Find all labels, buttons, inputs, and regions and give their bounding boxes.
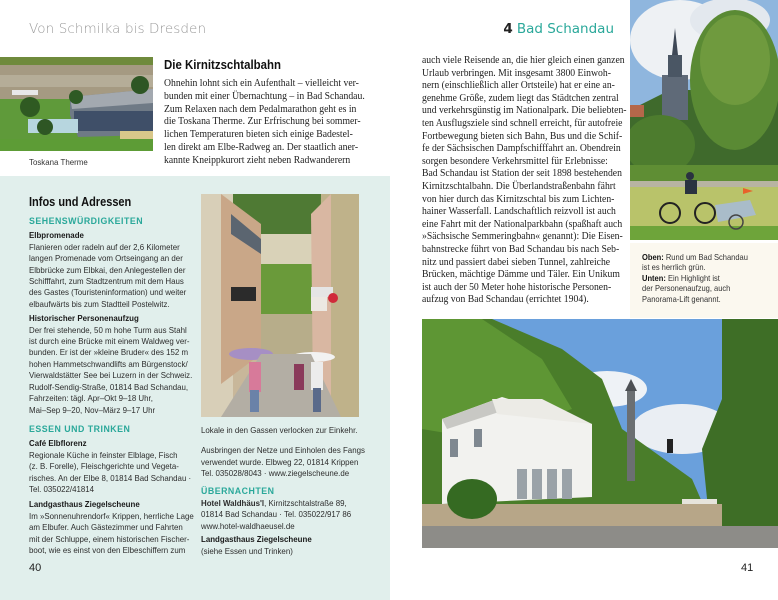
- entry-line: boot, wie es einst von den Elbeschiffern zum: [29, 544, 186, 555]
- info-box-title: Infos und Adressen: [29, 195, 132, 209]
- entry-line: Elbbrücke zum Elbkai, den Anlegestellen der: [29, 264, 186, 275]
- caption-text: Panorama-Lift genannt.: [642, 294, 721, 304]
- caption-text: der Personenaufzug, auch: [642, 284, 731, 294]
- chapter-title: Bad Schandau: [516, 21, 614, 37]
- entry-name-landgasthaus-2: Landgasthaus Ziegelscheune: [201, 534, 312, 545]
- body-line: und verkehrsgünstig im Nationalpark. Die beliebten-: [422, 105, 627, 117]
- body-line: genehme Größe, zudem liegt das Städtchen zentral: [422, 92, 619, 104]
- section-title: Die Kirnitzschtalbahn: [164, 57, 281, 72]
- entry-line: hohen Hammetschwandlifts am Bürgenstock/: [29, 358, 188, 369]
- body-line: kannte Kneippkurort zieht neben Radwanderern: [164, 154, 351, 166]
- side-caption-box: [630, 243, 778, 318]
- body-line: Brücken, mächtige Dämme und Täler. Ein Unikum: [422, 269, 620, 281]
- body-line: bunden mit einer Übernachtung – in Bad Schandau.: [164, 90, 365, 102]
- entry-line: verwendet wurde. Elbweg 22, 01814 Krippen: [201, 456, 359, 467]
- entry-line: langen Promenade vom Ortseingang an der: [29, 253, 183, 264]
- body-line: hainer Wasserfall. Landschaftlich reizvoll ist auch: [422, 206, 616, 218]
- entry-line: mit der Schluppe, einem historischen Fischer-: [29, 533, 190, 544]
- body-line: Urlaub verbringen. Mit insgesamt 3800 Einwoh-: [422, 67, 611, 79]
- body-line: nern (einschließlich aller Ortsteile) hat er eine an-: [422, 80, 615, 92]
- photo-personenaufzug: [422, 319, 778, 548]
- entry-line: Regionale Küche in feinster Elblage, Fisch: [29, 449, 178, 460]
- body-line: ist auch der 50 Meter hohe historische Personen-: [422, 281, 612, 293]
- entry-line: bunden. Er ist der »kleine Bruder« des 152 m: [29, 347, 189, 358]
- category-sights: SEHENSWÜRDIGKEITEN: [29, 216, 144, 226]
- entry-line: 01814 Bad Schandau · Tel. 035022/917 86: [201, 509, 352, 520]
- entry-line: risches. An der Elbe 8, 01814 Bad Schandau ·: [29, 472, 192, 483]
- right-body-text: [422, 55, 627, 307]
- body-line: len direkt am Elbe-Radweg an. Der staatlich aner-: [164, 141, 359, 153]
- body-line: auch viele Reisende an, die hier gleich einen ganzen: [422, 55, 625, 66]
- entry-line: am Elbufer. Auch Gästezimmer und Fahrten: [29, 522, 183, 533]
- category-food: ESSEN UND TRINKEN: [29, 423, 131, 434]
- entry-line: Vierwaldstätter See bei Luzern in der Schweiz.: [29, 370, 193, 381]
- chapter-number: 4: [503, 21, 513, 37]
- entry-line: Rudolf-Sendig-Straße, 01814 Bad Schandau,: [29, 381, 189, 392]
- running-head-left: Von Schmilka bis Dresden: [29, 21, 207, 37]
- entry-line: Der frei stehende, 50 m hohe Turm aus Stahl: [29, 324, 187, 335]
- category-stay: ÜBERNACHTEN: [201, 485, 275, 496]
- caption-top-line: [642, 253, 767, 263]
- info-column-2: [201, 425, 386, 557]
- caption-text: ist es herrlich grün.: [642, 263, 706, 273]
- body-line: von hier durch das Kirnitzschtal bis zum Lichten-: [422, 193, 615, 205]
- photo-caption-toskana: Toskana Therme: [29, 157, 88, 167]
- body-line: »Sächsische Semmeringbahn« genannt): Die Eisen-: [422, 231, 623, 243]
- body-line: lichen Temperaturen bieten sich einige Badestel-: [164, 129, 353, 141]
- caption-bottom-line: [642, 274, 767, 284]
- entry-line: Mai–Sep 9–20, Nov–März 9–17 Uhr: [29, 404, 156, 415]
- body-line: bahnstrecke führt von Bad Schandau bis nach Seb-: [422, 243, 620, 255]
- entry-name-elbpromenade: Elbpromenade: [29, 230, 84, 241]
- left-body-text: [164, 78, 387, 168]
- entry-name-landgasthaus: Landgasthaus Ziegelscheune: [29, 499, 140, 510]
- entry-line: , Kirnitzschtalstraße 89,: [264, 498, 347, 509]
- body-line: Bad Schandau ist Station der seit 1898 bestehenden: [422, 168, 622, 180]
- running-head-right: [503, 21, 614, 37]
- photo-alley: [201, 194, 359, 417]
- entry-line: Tel. 035022/41814: [29, 483, 95, 494]
- entry-line: ist durch eine Brücke mit einem Waldweg ver-: [29, 336, 190, 347]
- body-line: Kirnitzschtalbahn. Die Überlandstraßenbahn fährt: [422, 180, 616, 192]
- photo-toskana-therme: [0, 57, 153, 151]
- caption-label-bottom: Unten:: [642, 273, 666, 283]
- caption-text: Ein Highlight ist: [665, 273, 720, 283]
- body-line: aufzug von Bad Schandau (errichtet 1904).: [422, 294, 589, 306]
- body-line: die Toskana Therme. Zur Erfrischung bei sommer-: [164, 116, 361, 128]
- photo-church-cyclist: [630, 0, 778, 240]
- entry-line: Flanieren oder radeln auf der 2,6 Kilometer: [29, 241, 180, 252]
- entry-line: Ausbringen der Netze und Einholen des Fangs: [201, 445, 365, 456]
- entry-name-cafe: Café Elbflorenz: [29, 438, 87, 449]
- body-line: Ohnehin lohnt sich ein Aufenthalt – vielleicht ver-: [164, 78, 359, 89]
- body-line: eine Fahrt mit der Nationalparkbahn (spaßhaft auch: [422, 218, 623, 230]
- entry-line: Im »Sonnenuhrendorf« Krippen, herrliche Lage: [29, 510, 194, 521]
- body-line: fe der Sächsischen Dampfschifffahrt an. Obendrein: [422, 143, 621, 155]
- body-line: nitz und passiert dabei sieben Tunnel, zahlreiche: [422, 256, 611, 268]
- entry-name-aufzug: Historischer Personenaufzug: [29, 313, 139, 324]
- caption-label-top: Oben:: [642, 253, 664, 262]
- entry-line: elbaufwärts bis zum Stadtteil Postelwitz.: [29, 298, 170, 309]
- entry-line: Fahrzeiten: tägl. Apr–Okt 9–18 Uhr,: [29, 393, 153, 404]
- photo-caption-alley: Lokale in den Gassen verlocken zur Einkehr.: [201, 425, 358, 435]
- entry-line: des Gastes (Touristeninformation) und weiter: [29, 287, 187, 298]
- body-line: Fortbewegung bieten sich Bahn, Bus und die Schif-: [422, 130, 623, 142]
- entry-line: (z. B. Forelle), Fleischgerichte und Vegeta-: [29, 461, 179, 472]
- entry-hotel: [201, 498, 371, 509]
- entry-name-hotel: Hotel Waldhäus'l: [201, 498, 265, 509]
- entry-line: www.hotel-waldhaeusel.de: [201, 520, 295, 531]
- page-number-right: 41: [741, 562, 754, 574]
- entry-line: Schifffahrt, zum Stadtzentrum mit dem Haus: [29, 276, 184, 287]
- entry-line: Tel. 035028/8043 · www.ziegelscheune.de: [201, 468, 350, 479]
- body-line: sorgen besondere Verkehrsmittel für Erlebnisse:: [422, 155, 608, 167]
- info-column-1: [29, 216, 197, 556]
- page-number-left: 40: [29, 562, 42, 574]
- caption-text: Rund um Bad Schandau: [663, 253, 748, 262]
- body-line: Zum Relaxen nach dem Pedalmarathon geht es in: [164, 103, 357, 115]
- body-line: ten Ausflugsziele sind schnell erreicht, für autofreie: [422, 117, 623, 129]
- entry-line: (siehe Essen und Trinken): [201, 545, 293, 556]
